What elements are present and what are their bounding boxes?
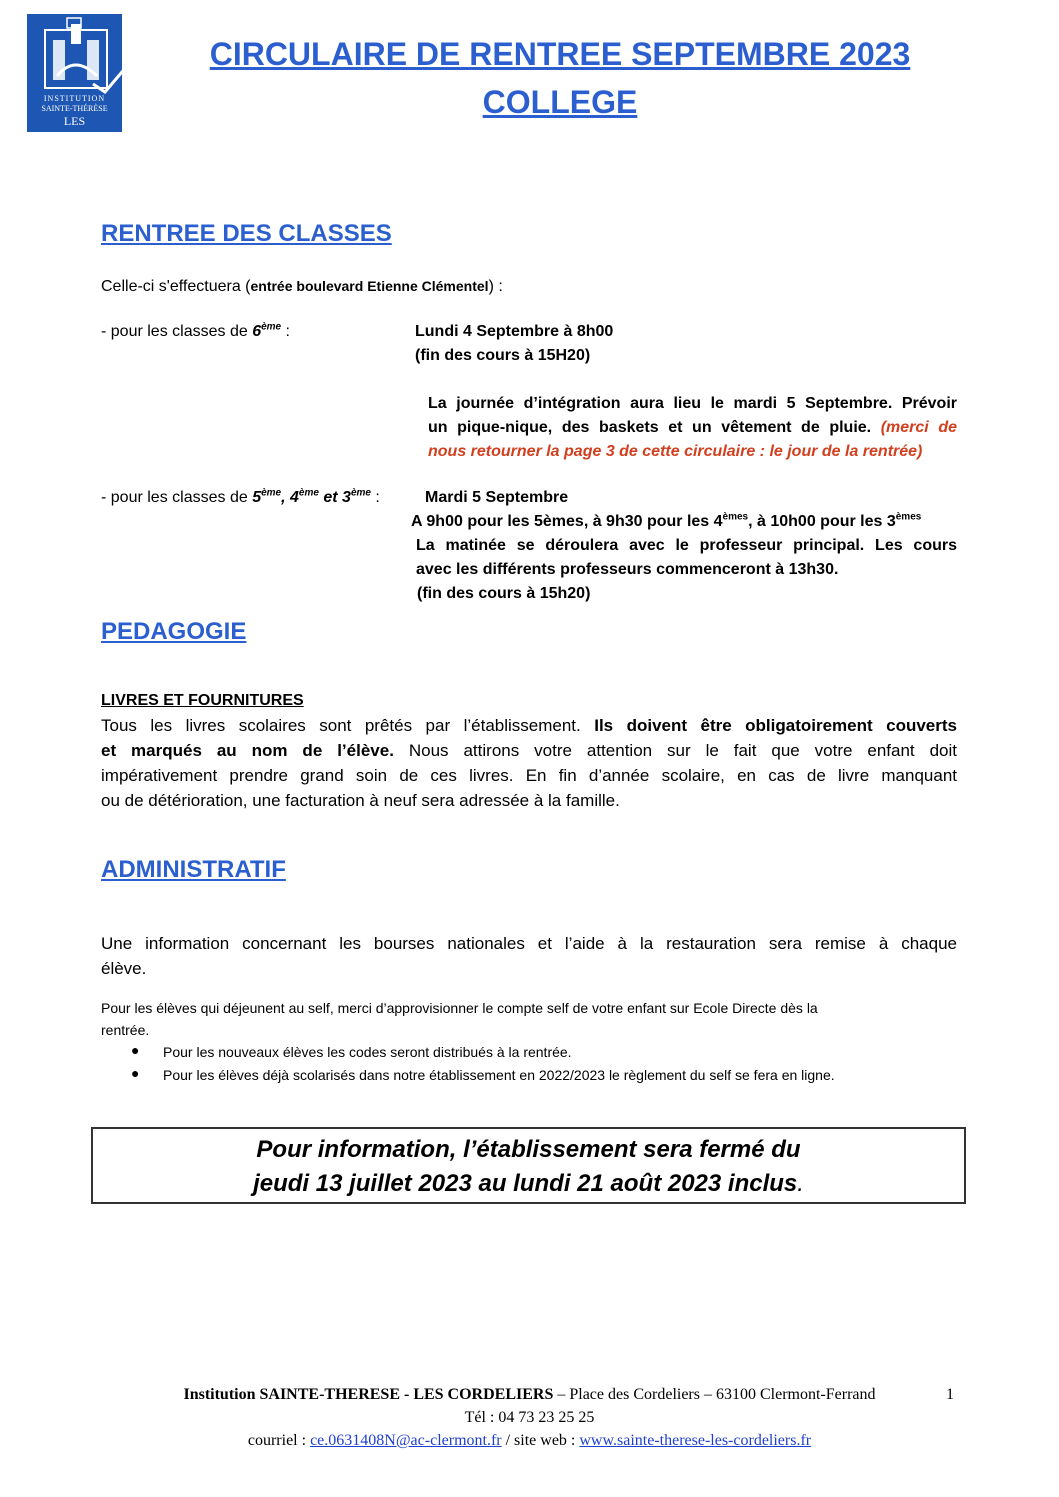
bullet-dot-icon: ● <box>131 1065 140 1081</box>
autres-horaires: A 9h00 pour les 5èmes, à 9h30 pour les 4èmes, à 10h00 pour les 3èmes <box>411 511 922 530</box>
autres-date: Mardi 5 Septembre <box>425 489 569 506</box>
logo-line-2: SAINTE-THÉRÈSE <box>41 104 108 113</box>
autres-fin: (fin des cours à 15h20) <box>417 585 591 602</box>
heading-rentree: RENTREE DES CLASSES <box>101 220 392 247</box>
page-title <box>150 30 970 126</box>
rentree-intro: Celle-ci s'effectuera (entrée boulevard Etienne Clémentel) : <box>101 278 503 295</box>
sixieme-label: - pour les classes de 6ème : <box>101 321 290 340</box>
integration-note: La journée d’intégration aura lieu le mardi 5 Septembre. Prévoir un pique-nique, des baskets et un vêtement de pluie. (merci de nous retourner la page 3 de cette circulaire : le jour de la rentrée) <box>428 395 957 460</box>
email-link[interactable]: ce.0631408N@ac-clermont.fr <box>310 1432 502 1449</box>
footer-contacts: courriel : ce.0631408N@ac-clermont.fr / site web : www.sainte-therese-les-cordeliers.fr <box>247 1432 812 1449</box>
institution-logo <box>27 14 122 143</box>
sixieme-date: Lundi 4 Septembre à 8h00 <box>415 323 614 340</box>
autres-matinee: La matinée se déroulera avec le professeur principal. Les cours avec les différents professeurs commenceront à 13h30. <box>416 537 957 578</box>
list-item: Pour les élèves déjà scolarisés dans notre établissement en 2022/2023 le règlement du self se fera en ligne. <box>163 1067 835 1083</box>
livres-paragraph: Tous les livres scolaires sont prêtés par l’établissement. Ils doivent être obligatoirement couverts et marqués au nom de l’élève. Nous attirons votre attention sur le fait que votre enfant doit impérativement prendre grand soin de ces livres. En fin d’année scolaire, en cas de livre manquant ou de détérioration, une facturation à neuf sera adressée à la famille. <box>101 716 957 810</box>
self-paragraph: Pour les élèves qui déjeunent au self, merci d’approvisionner le compte self de votre enfant sur Ecole Directe dès la rentrée. <box>101 1000 818 1038</box>
page-number: 1 <box>946 1386 954 1403</box>
heading-pedagogie: PEDAGOGIE <box>101 618 247 645</box>
bullet-dot-icon: ● <box>131 1042 140 1058</box>
sixieme-fin: (fin des cours à 15H20) <box>415 347 591 364</box>
list-item: Pour les nouveaux élèves les codes seront distribués à la rentrée. <box>163 1044 572 1060</box>
subheading-livres: LIVRES ET FOURNITURES <box>101 692 304 709</box>
autres-label: - pour les classes de 5ème, 4ème et 3ème : <box>101 487 380 506</box>
footer-tel: Tél : 04 73 23 25 25 <box>464 1409 595 1426</box>
bourses-paragraph: Une information concernant les bourses nationales et l’aide à la restauration sera remise à chaque élève. <box>101 934 957 978</box>
closure-notice: Pour information, l’établissement sera fermé du jeudi 13 juillet 2023 au lundi 21 août 2023 inclus. <box>91 1127 966 1204</box>
title-line-2: COLLEGE <box>482 84 638 120</box>
footer-address: Institution SAINTE-THERESE - LES CORDELIERS – Place des Cordeliers – 63100 Clermont-Ferrand <box>183 1386 876 1403</box>
logo-line-1: INSTITUTION <box>43 94 106 103</box>
heading-administratif: ADMINISTRATIF <box>101 856 286 883</box>
website-link[interactable]: www.sainte-therese-les-cordeliers.fr <box>579 1432 812 1449</box>
logo-line-3: LES CORDELIERS <box>37 114 112 143</box>
title-line-1: CIRCULAIRE DE RENTREE SEPTEMBRE 2023 <box>209 36 911 72</box>
